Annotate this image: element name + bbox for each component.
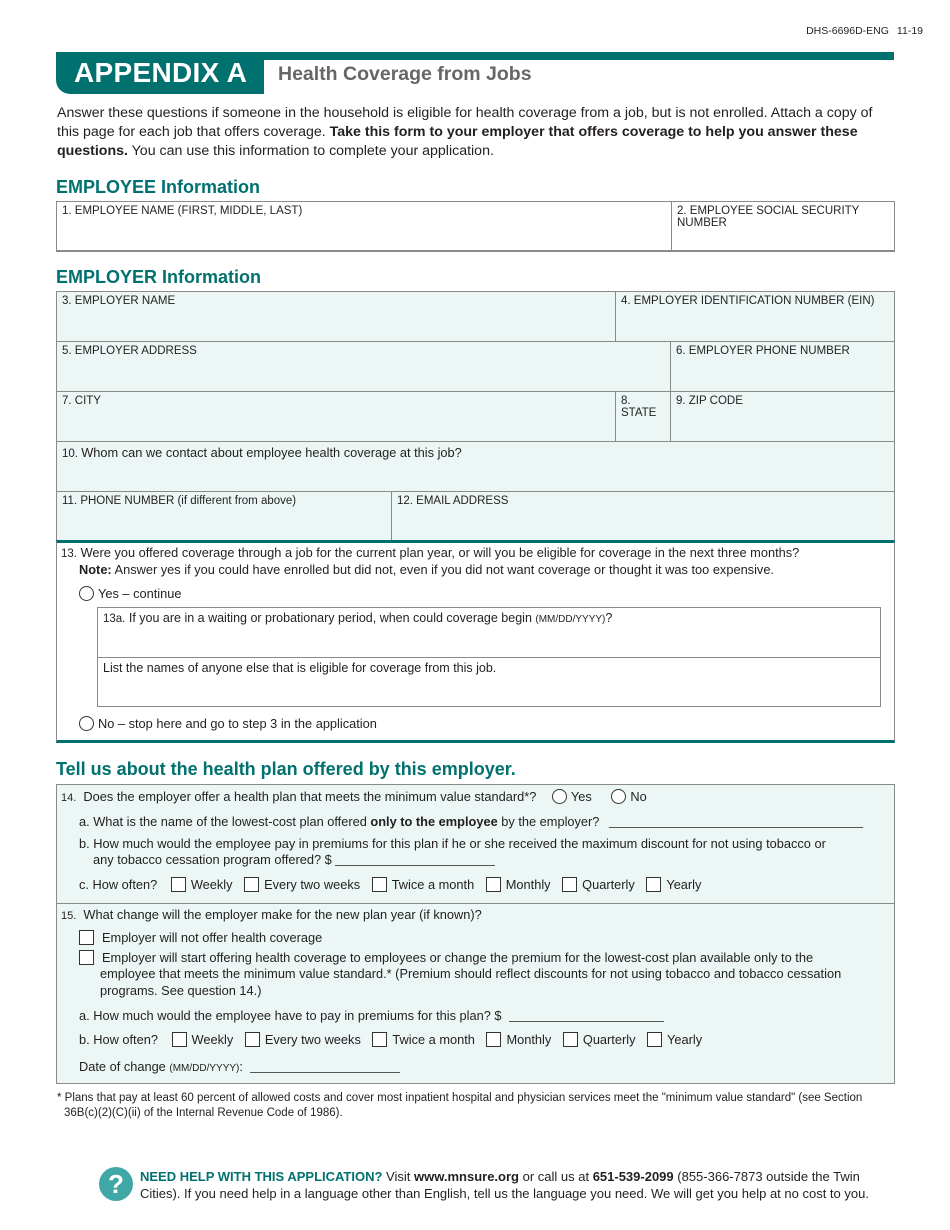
- checkbox[interactable]: [79, 930, 94, 945]
- checkbox[interactable]: [562, 877, 577, 892]
- question-14b-cont: any tobacco cessation program offered? $: [93, 852, 495, 867]
- q14-yes-option[interactable]: Yes: [552, 789, 592, 804]
- question-14: 14. Does the employer offer a health plan that meets the minimum value standard*? Yes No: [61, 789, 647, 804]
- yes-radio[interactable]: [79, 586, 94, 601]
- date-of-change: Date of change (MM/DD/YYYY):: [79, 1059, 400, 1074]
- help-icon: ?: [99, 1167, 133, 1201]
- checkbox[interactable]: [172, 1032, 187, 1047]
- employee-ssn-field[interactable]: 2. EMPLOYEE SOCIAL SECURITY NUMBER: [672, 202, 894, 251]
- q14-no-radio[interactable]: [611, 789, 626, 804]
- q15-option-start-offering-l2: employee that meets the minimum value standard.* (Premium should reflect discounts for not using tobacco and tobacco cessation: [100, 966, 842, 981]
- page-title: Health Coverage from Jobs: [278, 63, 532, 85]
- contact-phone-field[interactable]: 11. PHONE NUMBER (if different from above): [57, 492, 392, 540]
- q15-option-no-coverage[interactable]: Employer will not offer health coverage: [79, 930, 322, 945]
- zip-field[interactable]: 9. ZIP CODE: [671, 392, 894, 442]
- coverage-begin-field[interactable]: 13a. If you are in a waiting or probationary period, when could coverage begin (MM/DD/YYYY)?: [98, 608, 880, 658]
- employee-name-field[interactable]: 1. EMPLOYEE NAME (FIRST, MIDDLE, LAST): [57, 202, 672, 251]
- employee-heading: EMPLOYEE Information: [56, 177, 261, 197]
- new-premium-input[interactable]: [509, 1021, 664, 1022]
- employer-phone-field[interactable]: 6. EMPLOYER PHONE NUMBER: [671, 342, 894, 392]
- q14-freq-quarterly[interactable]: Quarterly: [562, 877, 635, 892]
- checkbox[interactable]: [563, 1032, 578, 1047]
- q14-no-option[interactable]: No: [611, 789, 646, 804]
- email-field[interactable]: 12. EMAIL ADDRESS: [392, 492, 894, 540]
- checkbox[interactable]: [646, 877, 661, 892]
- checkbox[interactable]: [372, 877, 387, 892]
- plan-heading: Tell us about the health plan offered by this employer.: [56, 759, 516, 779]
- q15-freq-monthly[interactable]: Monthly: [486, 1032, 551, 1047]
- question-14b: b. How much would the employee pay in premiums for this plan if he or she received the maximum discount for not using tobacco or: [79, 836, 826, 851]
- state-field[interactable]: 8. STATE: [616, 392, 671, 442]
- premium-amount-input[interactable]: [335, 865, 495, 866]
- appendix-label: APPENDIX A: [56, 52, 264, 94]
- q14-freq-yearly[interactable]: Yearly: [646, 877, 701, 892]
- employee-section: [56, 201, 895, 252]
- question-13-note: Note: Answer yes if you could have enrolled but did not, even if you did not want coverage or thought it was too expensive.: [79, 562, 774, 577]
- employer-section: [56, 291, 895, 541]
- intro-paragraph: Answer these questions if someone in the household is eligible for health coverage from a job, but is not enrolled. Attach a copy of this page for each job that offers coverage. Take this form to your employer that offers coverage to help you answer these questions. You can use this information to complete your application.: [57, 105, 873, 159]
- q14-yes-radio[interactable]: [552, 789, 567, 804]
- q15-freq-every-two-weeks[interactable]: Every two weeks: [245, 1032, 361, 1047]
- question-15b: b. How often? Weekly Every two weeks Twice a month Monthly Quarterly Yearly: [79, 1032, 703, 1047]
- other-eligible-names-field[interactable]: List the names of anyone else that is eligible for coverage from this job.: [103, 661, 497, 675]
- no-radio[interactable]: [79, 716, 94, 731]
- q15-option-start-offering-l3: programs. See question 14.): [100, 983, 262, 998]
- checkbox[interactable]: [79, 950, 94, 965]
- employer-name-field[interactable]: 3. EMPLOYER NAME: [57, 292, 616, 342]
- q15-freq-yearly[interactable]: Yearly: [647, 1032, 702, 1047]
- checkbox[interactable]: [486, 877, 501, 892]
- divider: [57, 903, 894, 904]
- checkbox[interactable]: [171, 877, 186, 892]
- question-14c: c. How often? Weekly Every two weeks Twice a month Monthly Quarterly Yearly: [79, 877, 702, 892]
- footnote: * Plans that pay at least 60 percent of allowed costs and cover most inpatient hospital and physician services meet the "minimum value standard" (see Section 36B(c)(2)(C)(ii) of the Internal Revenue Code of 1986).: [57, 1092, 863, 1119]
- yes-continue-option[interactable]: Yes – continue: [79, 586, 182, 601]
- contact-field[interactable]: 10. Whom can we contact about employee health coverage at this job?: [57, 442, 894, 492]
- question-14a: a. What is the name of the lowest-cost plan offered only to the employee by the employer?: [79, 814, 863, 829]
- city-field[interactable]: 7. CITY: [57, 392, 616, 442]
- no-stop-option[interactable]: No – stop here and go to step 3 in the application: [79, 716, 377, 731]
- help-text: NEED HELP WITH THIS APPLICATION? Visit www.mnsure.org or call us at 651-539-2099 (855-366-7873 outside the Twin Cities). If you need help in a language other than English, tell us the language you need. We will get you help at no cost to you.: [140, 1169, 869, 1201]
- q14-freq-monthly[interactable]: Monthly: [486, 877, 551, 892]
- q14-freq-twice-a-month[interactable]: Twice a month: [372, 877, 475, 892]
- checkbox[interactable]: [372, 1032, 387, 1047]
- question-13: 13. Were you offered coverage through a job for the current plan year, or will you be eligible for coverage in the next three months?: [61, 545, 800, 560]
- form-id: [806, 25, 923, 37]
- plan-name-input[interactable]: [609, 827, 863, 828]
- form-number: DHS-6696D-ENG: [806, 25, 889, 37]
- help-phone: 651-539-2099: [592, 1169, 674, 1184]
- question-13a-box: [97, 607, 881, 707]
- q15-freq-quarterly[interactable]: Quarterly: [563, 1032, 636, 1047]
- checkbox[interactable]: [486, 1032, 501, 1047]
- employer-ein-field[interactable]: 4. EMPLOYER IDENTIFICATION NUMBER (EIN): [616, 292, 894, 342]
- question-15a: a. How much would the employee have to pay in premiums for this plan? $: [79, 1008, 664, 1023]
- checkbox[interactable]: [244, 877, 259, 892]
- question-15: 15. What change will the employer make for the new plan year (if known)?: [61, 907, 482, 922]
- mnsure-link[interactable]: www.mnsure.org: [414, 1169, 519, 1184]
- checkbox[interactable]: [245, 1032, 260, 1047]
- date-of-change-input[interactable]: [250, 1072, 400, 1073]
- employer-address-field[interactable]: 5. EMPLOYER ADDRESS: [57, 342, 671, 392]
- q15-freq-twice-a-month[interactable]: Twice a month: [372, 1032, 475, 1047]
- q14-freq-every-two-weeks[interactable]: Every two weeks: [244, 877, 360, 892]
- checkbox[interactable]: [647, 1032, 662, 1047]
- form-date: 11-19: [896, 25, 923, 37]
- employer-heading: EMPLOYER Information: [56, 267, 262, 287]
- q15-freq-weekly[interactable]: Weekly: [172, 1032, 234, 1047]
- q14-freq-weekly[interactable]: Weekly: [171, 877, 233, 892]
- q15-option-start-offering[interactable]: Employer will start offering health coverage to employees or change the premium for the lowest-cost plan available only to the: [79, 950, 813, 965]
